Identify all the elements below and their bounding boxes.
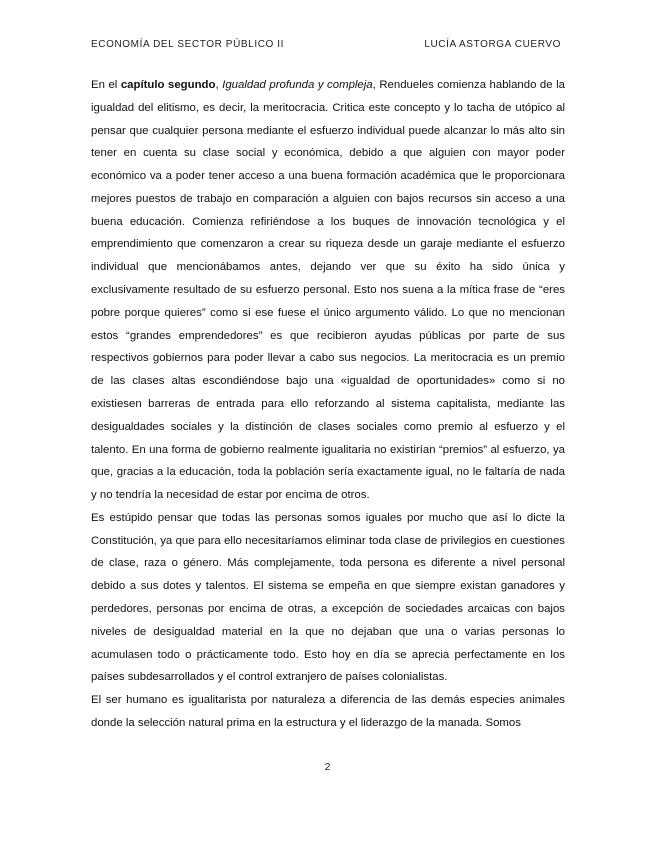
page-number: 2 [324,761,331,773]
document-body [91,74,565,735]
paragraph-1-text: , Rendueles comienza hablando de la igualdad del elitismo, es decir, la meritocracia. Critica este concepto y lo tacha de utópico al pensar que cualquier persona mediante el esfuerzo individual puede alcanzar lo más alto sin tener en cuenta su clase social y económica, debido a que alguien con mayor poder económico va a poder tener acceso a una buena formación académica que le proporcionara mejores puestos de trabajo en comparación a alguien con bajos recursos sin acceso a una buena educación. Comienza refiriéndose a los buques de innovación tecnológica y el emprendimiento que comenzaron a crear su riqueza desde un garaje mediante el esfuerzo individual que mencionábamos antes, dejando ver que su éxito ha sido única y exclusivamente resultado de su esfuerzo personal. Esto nos suena a la mítica frase de “eres pobre porque quieres” como si ese fuese el único argumento válido. Lo que no mencionan estos “grandes emprendedores” es que recibieron ayudas públicas por parte de sus respectivos gobiernos para poder llevar a cabo sus negocios. La meritocracia es un premio de las clases altas escondiéndose bajo una «igualdad de oportunidades» como si no existiesen barreras de entrada para ello reforzando al sistema capitalista, mediante las desigualdades sociales y la distinción de clases sociales como premio al esfuerzo y el talento. En una forma de gobierno realmente igualitaria no existirían “premios” al esfuerzo, ya que, gracias a la educación, toda la población sería exactamente igual, no le faltaría de nada y no tendría la necesidad de estar por encima de otros. [91,79,565,502]
page-header [91,39,561,53]
header-course-title: ECONOMÍA DEL SECTOR PÚBLICO II [91,39,285,50]
paragraph-1 [91,74,565,507]
chapter-title: Igualdad profunda y compleja [222,79,373,91]
paragraph-1-lead: En el [91,79,121,91]
paragraph-2: Es estúpido pensar que todas las personas somos iguales por mucho que así lo dicte la Constitución, ya que para ello necesitaríamos eliminar toda clase de privilegios en cuestiones de clase, raza o género. Más complejamente, toda persona es diferente a nivel personal debido a sus dotes y talentos. El sistema se empeña en que siempre existan ganadores y perdedores, personas por encima de otras, a excepción de sociedades arcaicas con bajos niveles de desigualdad material en la que no dejaban que una o varias personas lo acumulasen todo o prácticamente todo. Esto hoy en día se aprecia perfectamente en los países subdesarrollados y el control extranjero de países colonialistas. [91,511,565,684]
paragraph-1-separator: , [215,79,223,91]
chapter-reference: capítulo segundo [120,79,216,91]
paragraph-3: El ser humano es igualitarista por naturaleza a diferencia de las demás especies animales donde la selección natural prima en la estructura y el liderazgo de la manada. Somos [91,694,565,729]
header-author-name: LUCÍA ASTORGA CUERVO [424,39,561,50]
